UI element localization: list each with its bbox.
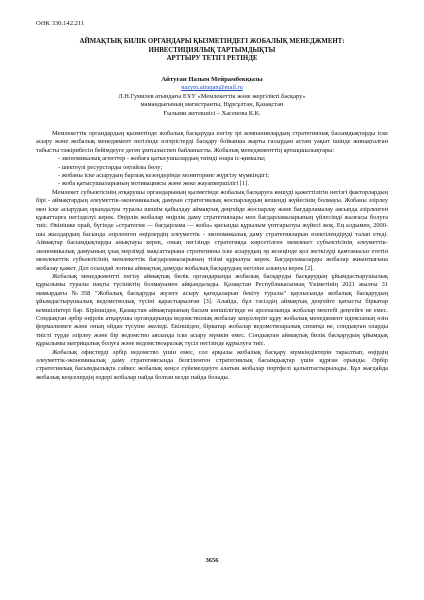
title-line: ИНВЕСТИЦИЯЛЫҚ ТАРТЫМДЫҚТЫ xyxy=(148,46,276,54)
list-item: - жобаны іске асырудың барлық кезеңдерінде мониторинг жүргізу мүмкіндігі; xyxy=(58,172,270,180)
paragraph: Жобалық менеджментті енгізу аймақтық билік органдарында жобалық басқаруды басқарудың ұйымдастырушылық құрылымы туралы нақты түсініктің болмауымен айқындалады. Қазақстан Республикасының Үкіметінің 2021 жылғы 31 мамырдағы №358 "Жобалық басқаруды жүзеге асыру қағидаларын бекіту туралы" қаулысында жобалық басқарудың ұйымдастырушылық ведомстволық түсіні қарастырылған [3]. Алайда, бұл тәсілдің аймақтық деңгейге қатысты біркатар кемшіліктері бар. Біріншіден, Қазақстан аймақтарының басым көпшілігінде өз арсеналында жобалар мектебі деңгейге не емес. Сондықтан әрбір өңірлік атқарушы органдарында ведомстволық жобалау кеңселерін құру жобалық менеджмент идеясының өзін формализмге және оның ойдан түсуіне әкеледі. Екіншіден, біркатар жобалар ведомствоаралық сипатқа не, сондықтан оларды тиісті түрде әзірлеу және бір ведомство аясында іске асыру мүмкін емес. Сондықтан аймақтық билік басқарудың ұйымдық құрылымы матрицалық болуға және ведомствоаралық түсіл негізінде құрылуға тиіс. xyxy=(36,272,388,348)
title-line: АРТТЫРУ ТЕТІГІ РЕТІНДЕ xyxy=(166,55,258,63)
list-item: - жоба қатысушыларының мотивациясы және жеке жауапкершілігі [1]. xyxy=(58,180,249,188)
author-email-link[interactable]: nazym.aituqan@mail.ru xyxy=(181,84,243,92)
affiliation-line: Л.Н.Гумилев атындағы ЕҰУ «Мемлекеттік және жергілікті басқару» xyxy=(118,92,306,100)
list-item: - шектеулі ресурстарды оңтайлы бөлу; xyxy=(58,163,163,171)
paragraph: Жобалық офистерді әрбір ведомство үшін емес, сол арқылы жобалық басқару мүмкіндіктерін тарылтып, өңірдің әлеуметтік-экономикалық даму стратегиясында белгіленген стратегиялық басымдықтар үшін құрған орынды. Әрбір стратегиялық басымдылықта сәйкес жобалық кеңсе сүйемелдеуге алатын жобалар портфелі қалыптастырылады. Бұл жағдайда жобалық кеңселердің өздері жобалар пайда болған кезде пайда болады. xyxy=(36,348,388,381)
udc-code: ОӘК 330.142.211 xyxy=(36,20,85,27)
title-line: АЙМАҚТЫҚ БИЛІК ОРГАНДАРЫ ҚЫЗМЕТІНДЕГІ ЖОБАЛЫҚ МЕНЕДЖМЕНТ: xyxy=(79,38,345,45)
article-title xyxy=(42,38,382,64)
paragraph: Мемлекеттік органдардың қызметінде жобалық басқаруды енгізу ірі компаниялардың стратегиялық басымдықтарды іске асыру және жобалық менеджмент негізінде өзгерістерді басқару бойынша жарты ғасырдан астам уақыт ішінде жинақталған табысты тәжірибесін бейімдеуге деген ұмтылыспен байланысты. Жобалық менеджменттің артықшылықтары: xyxy=(36,130,388,154)
author-block xyxy=(36,76,388,118)
paragraph: Мемлекет субъектісінің атқарушы органдарының қызметінде жобалық басқаруға көшуді қажеттілігін негізгі факторлардың бірі - аймақтардың әлеуметтік-экономикалық дамуын стратегиялық жоспарлаудың кешенді жүйесінің болмауы. Жобаны әзірлеу мен іске асырудың орындалуы туралы шешім қабылдау аймақтық деңгейде жоспарлау және бағдарламалау аясында әзірленген құжаттарға негізделуі керек. Өңірлік жобалар өңірлік даму стратегиялары мен бағдарламаларының үйлесімді жалғасы болуға тиіс. Өкінішке орай, бүгінде «стратегия — бағдарлама — жоба» қисынды құрылым үнтгарылуы жүйесі жоқ. Ең алдымен, 2000-шы жылдардың басында әзірленген өңірлердің әлеуметтік - экономикалық даму стратегияларын өзектілендіруді талап етеді. Аймақтар басымдықтарды анықтауы керек, оның негізінде стратегияда көрсетілген мемлекет субъектісінің әлеуметтік-экономикалық дамуының ұзақ мерзімді мақсаттарына стратегияны іске асырудың әр кезеңінде қол жеткізуді қамтамасыз ететін мемлекеттік субъектісінің мемлекеттік бағдарламаларының тізімі құрылуы керек. Бағдарламаларды жобалар жиынтығына жобалау қажет. Дәл осындай логика аймақтық дамуды жобалық басқарудың негізіне алынуы керек [2]. xyxy=(36,188,388,272)
page-number: 3656 xyxy=(205,557,219,564)
author-name: Айтуған Назым Мейрамбекқызы xyxy=(161,75,263,83)
supervisor-line: Ғылыми жетекшісі – Хасенова К.К. xyxy=(163,109,261,117)
affiliation-line: мамандығының магистранты, Нұрсұлтан, Қазақстан xyxy=(140,101,284,109)
article-body xyxy=(36,130,388,382)
list-item: - экономикалық агенттер - жобаға қатысушылардың тиімді өзара іс-қимылы; xyxy=(58,155,266,163)
